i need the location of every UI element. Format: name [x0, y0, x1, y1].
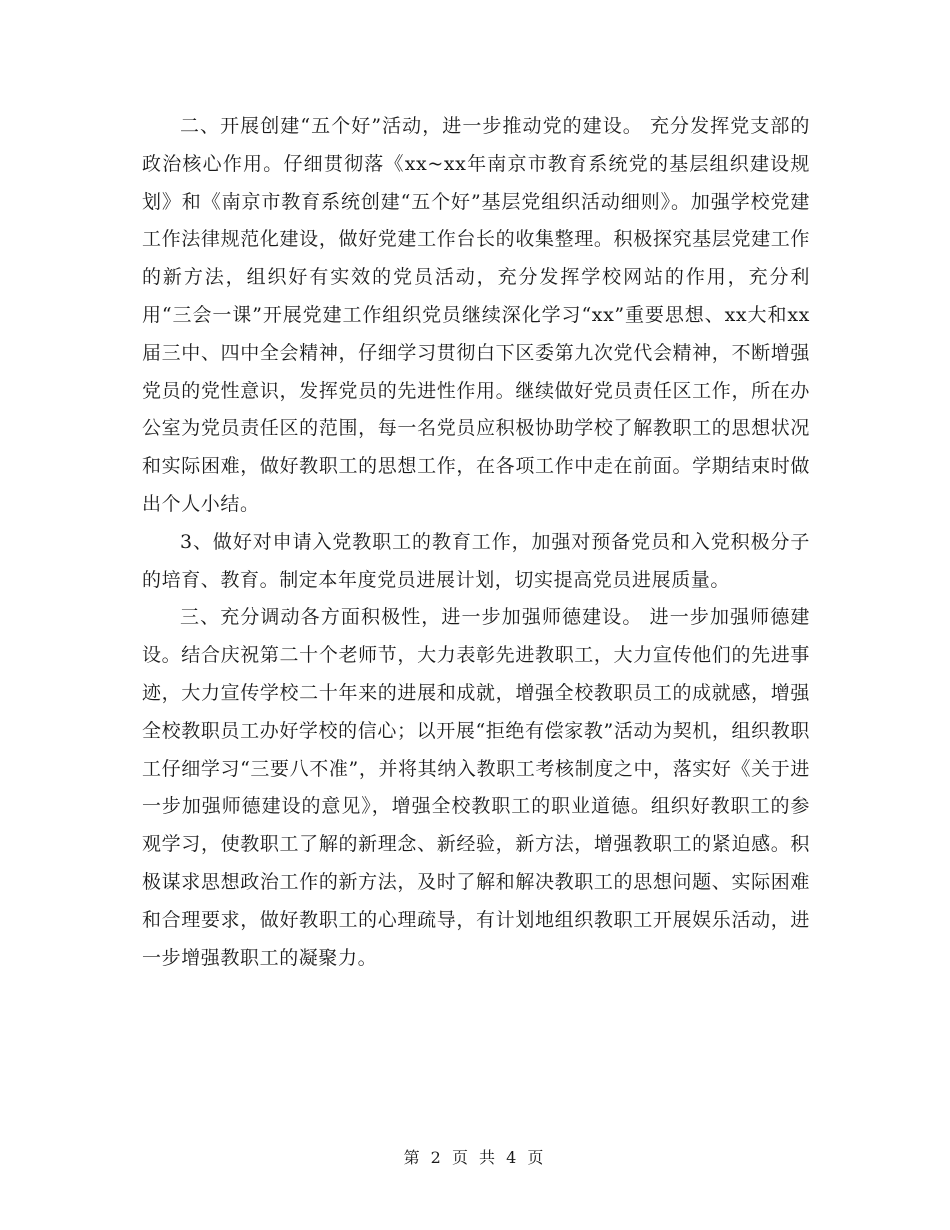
page-footer: 第 2 页 共 4 页: [403, 1148, 547, 1167]
paragraph-applicant-education: 3、做好对申请入党教职工的教育工作，加强对预备党员和入党积极分子的培育、教育。制定本年度党员进展计划，切实提高党员进展质量。: [142, 530, 810, 591]
paragraph-teacher-ethics: 三、充分调动各方面积极性，进一步加强师德建设。 进一步加强师德建设。结合庆祝第二十个老师节，大力表彰先进教职工，大力宣传他们的先进事迹，大力宣传学校二十年来的进展和成就，增强全校教职员工的成就感，增强全校教职员工办好学校的信心；以开展“拒绝有偿家教”活动为契机，组织教职工仔细学习“三要八不准”，并将其纳入教职工考核制度之中，落实好《关于进一步加强师德建设的意见》，增强全校教职工的职业道德。组织好教职工的参观学习，使教职工了解的新理念、新经验，新方法，增强教职工的紧迫感。积极谋求思想政治工作的新方法，及时了解和解决教职工的思想问题、实际困难和合理要求，做好教职工的心理疏导，有计划地组织教职工开展娱乐活动，进一步增强教职工的凝聚力。: [142, 606, 810, 969]
paragraph-party-building: 二、开展创建“五个好”活动，进一步推动党的建设。 充分发挥党支部的政治核心作用。仔细贯彻落《xx~xx年南京市教育系统党的基层组织建设规划》和《南京市教育系统创建“五个好”基层党组织活动细则》。加强学校党建工作法律规范化建设，做好党建工作台长的收集整理。积极探究基层党建工作的新方法，组织好有实效的党员活动，充分发挥学校网站的作用，充分利用“三会一课”开展党建工作组织党员继续深化学习“xx”重要思想、xx大和xx届三中、四中全会精神，仔细学习贯彻白下区委第九次党代会精神，不断增强党员的党性意识，发挥党员的先进性作用。继续做好党员责任区工作，所在办公室为党员责任区的范围，每一名党员应积极协助学校了解教职工的思想状况和实际困难，做好教职工的思想工作，在各项工作中走在前面。学期结束时做出个人小结。: [142, 115, 810, 515]
document-body: [142, 108, 810, 977]
